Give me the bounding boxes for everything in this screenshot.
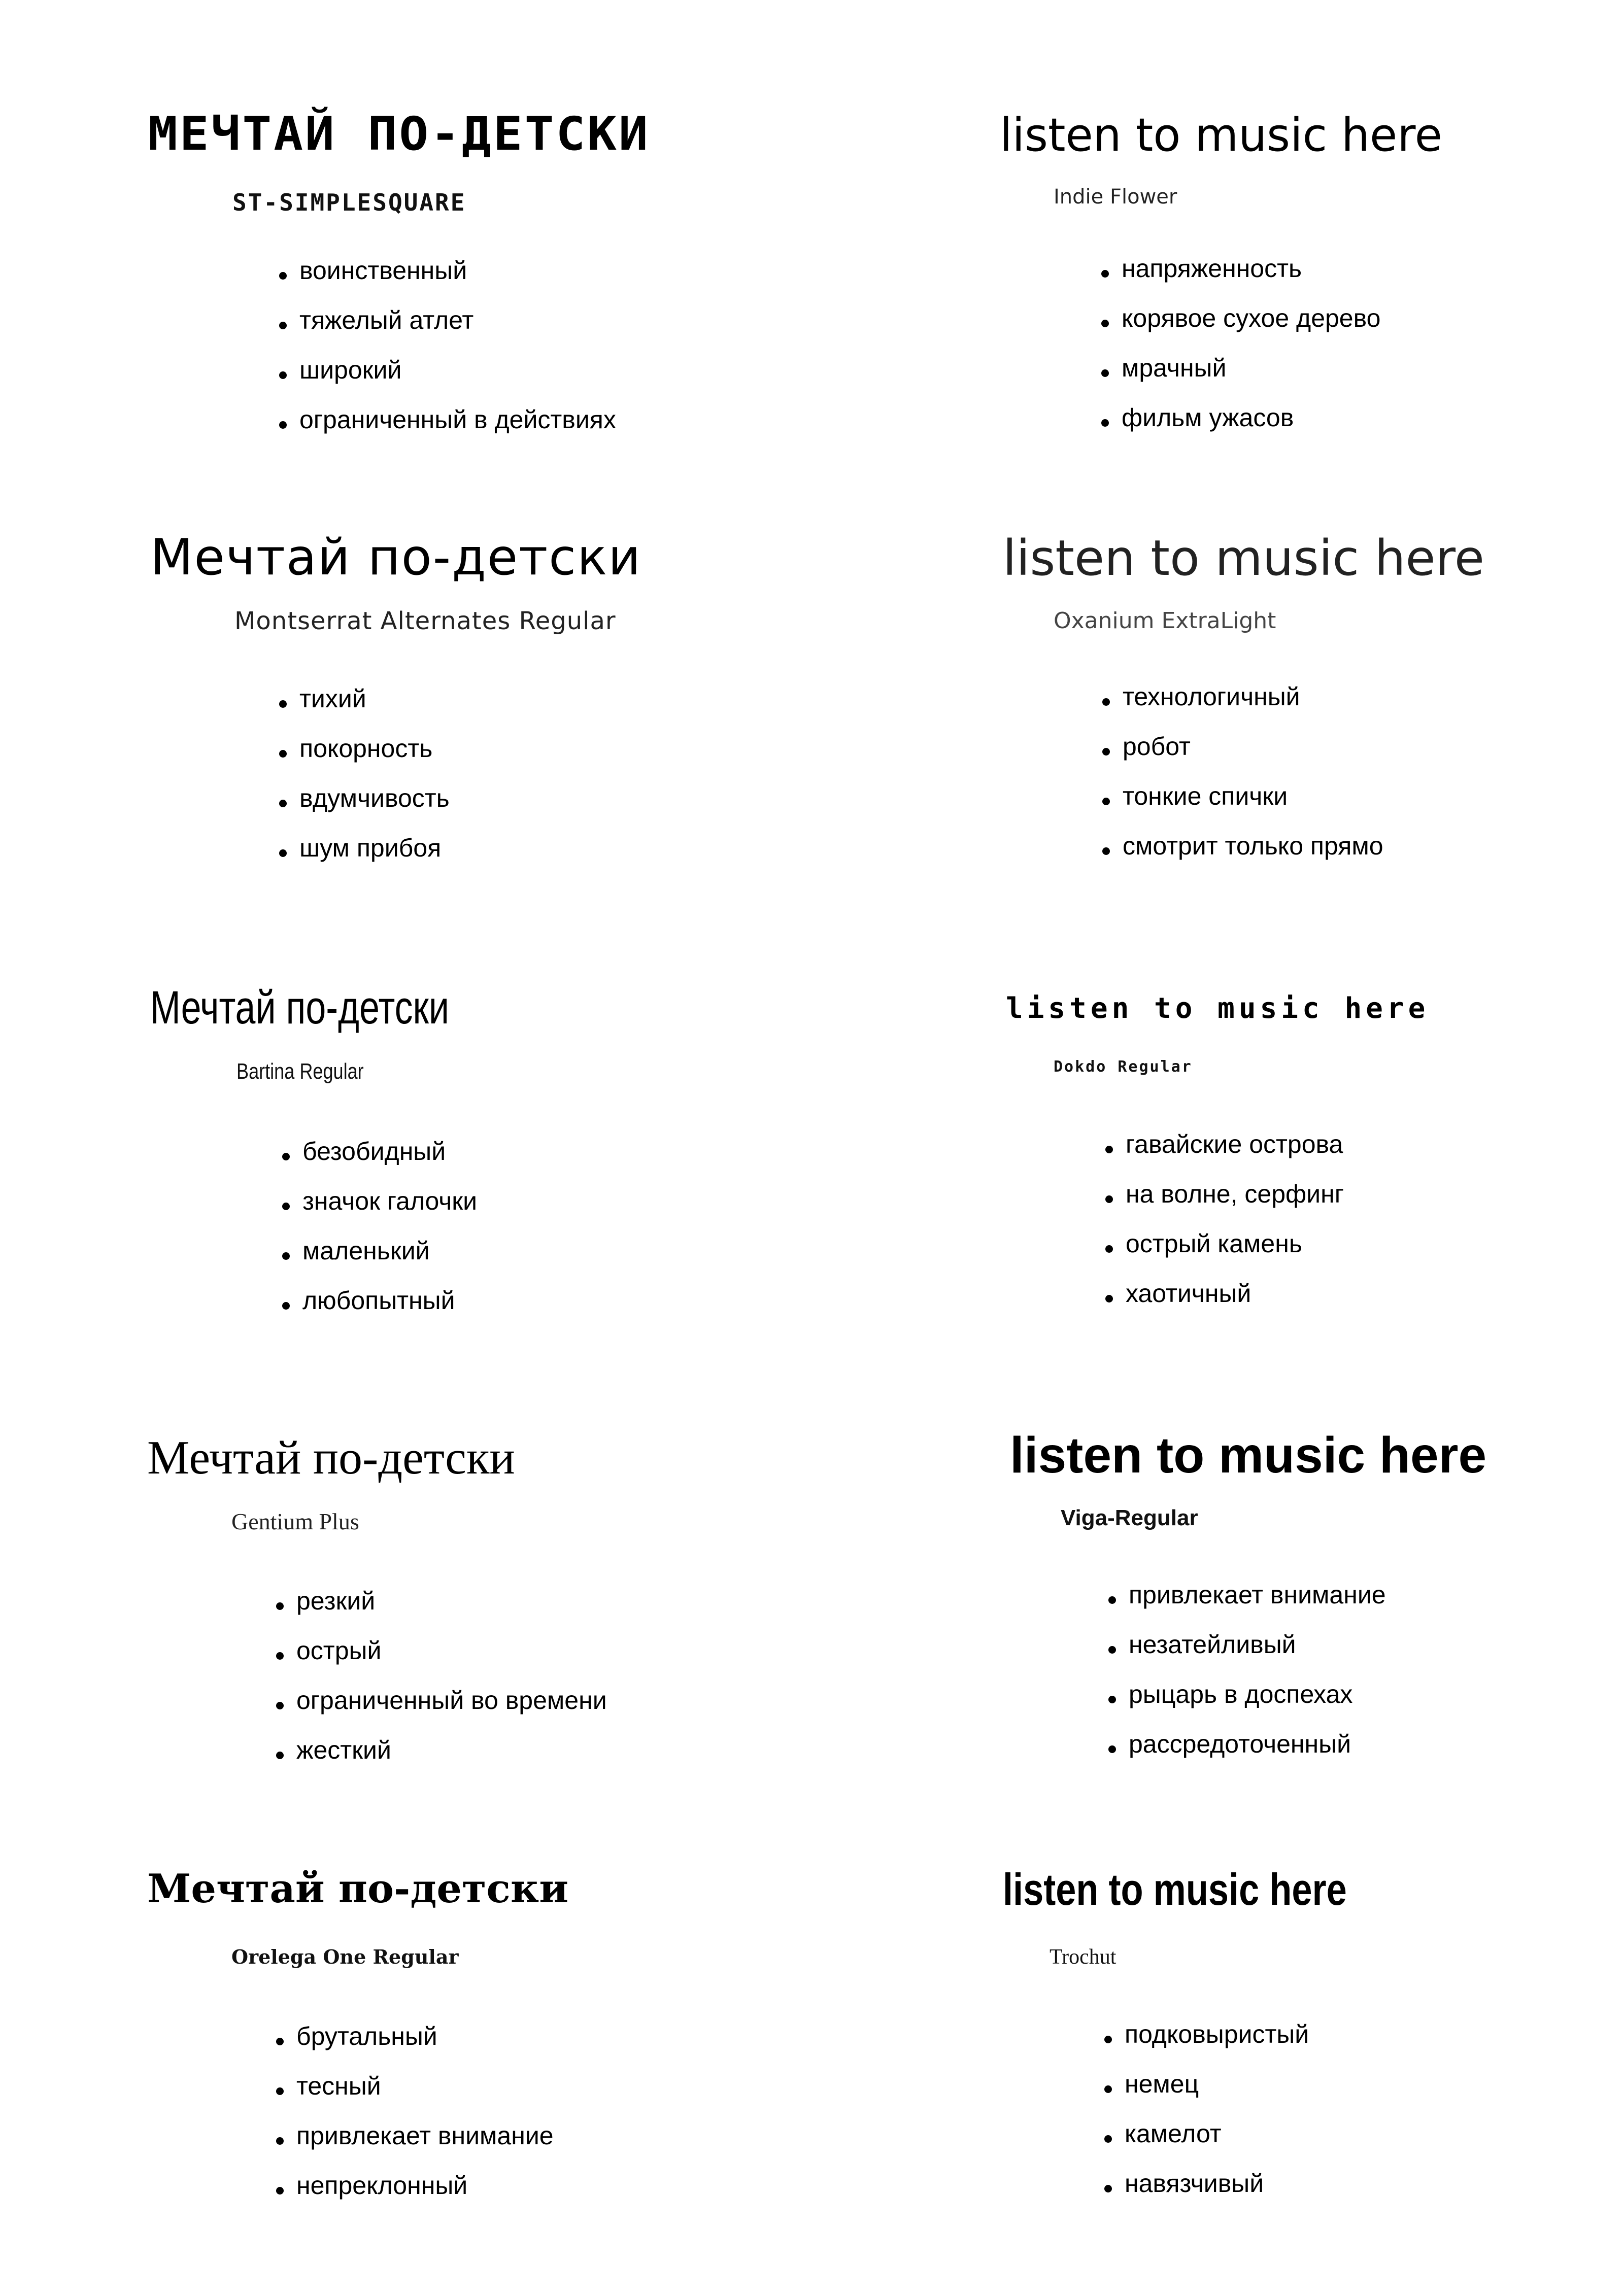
- bullet-icon: [276, 2187, 284, 2195]
- bullet-icon: [1104, 2085, 1112, 2093]
- bullet-icon: [276, 2038, 284, 2045]
- font-name: Montserrat Alternates Regular: [234, 607, 616, 635]
- bullet-icon: [279, 849, 287, 857]
- bullet-icon: [276, 2087, 284, 2095]
- font-name: Orelega One Regular: [231, 1945, 459, 1968]
- bullet-icon: [1101, 419, 1109, 427]
- bullet-icon: [282, 1153, 290, 1160]
- bullet-icon: [1108, 1745, 1116, 1753]
- bullet-icon: [1101, 369, 1109, 377]
- bullet-icon: [279, 700, 287, 708]
- bullet-icon: [279, 800, 287, 807]
- bullet-icon: [282, 1203, 290, 1210]
- bullet-icon: [276, 1652, 284, 1660]
- bullet-icon: [1105, 1195, 1113, 1203]
- bullet-icon: [1108, 1696, 1116, 1703]
- bullet-icon: [1105, 1245, 1113, 1253]
- bullet-icon: [1105, 1295, 1113, 1303]
- bullet-icon: [1104, 2036, 1112, 2043]
- specimen-title: МЕЧТАЙ ПО-ДЕТСКИ: [148, 107, 650, 161]
- bullet-icon: [1102, 798, 1110, 805]
- specimen-title: Мечтай по-детски: [147, 1866, 569, 1912]
- bullet-icon: [276, 2137, 284, 2145]
- bullet-icon: [279, 322, 287, 329]
- specimen-title: listen to music here: [1006, 992, 1430, 1025]
- bullet-icon: [282, 1302, 290, 1310]
- font-name: Dokdo Regular: [1054, 1058, 1193, 1076]
- specimen-title: Мечтай по-детски: [147, 1431, 515, 1484]
- bullet-icon: [1104, 2185, 1112, 2192]
- bullet-icon: [1101, 320, 1109, 327]
- bullet-icon: [1104, 2135, 1112, 2143]
- font-name: Gentium Plus: [231, 1509, 359, 1534]
- bullet-icon: [1108, 1646, 1116, 1654]
- specimen-title: Мечтай по-детски: [150, 982, 449, 1034]
- font-name: ST-SIMPLESQUARE: [232, 189, 466, 216]
- bullet-icon: [276, 1602, 284, 1610]
- bullet-icon: [1101, 270, 1109, 278]
- specimen-title: Мечтай по-детски: [150, 529, 642, 587]
- bullet-icon: [279, 371, 287, 379]
- bullet-icon: [1102, 698, 1110, 706]
- bullet-icon: [279, 750, 287, 758]
- bullet-icon: [1102, 748, 1110, 756]
- specimen-title: listen to music here: [1000, 109, 1442, 162]
- bullet-icon: [276, 1702, 284, 1709]
- bullet-icon: [279, 272, 287, 280]
- bullet-icon: [1108, 1596, 1116, 1604]
- font-name: Indie Flower: [1054, 185, 1177, 209]
- bullet-icon: [1105, 1146, 1113, 1153]
- font-name: Viga-Regular: [1061, 1505, 1198, 1530]
- specimen-title: listen to music here: [1003, 530, 1484, 587]
- bullet-icon: [279, 421, 287, 429]
- bullet-icon: [1102, 847, 1110, 855]
- font-name: Oxanium ExtraLight: [1054, 608, 1276, 634]
- specimen-title: listen to music here: [1003, 1864, 1347, 1914]
- bullet-icon: [276, 1752, 284, 1759]
- font-name: Trochut: [1050, 1945, 1116, 1969]
- bullet-icon: [282, 1252, 290, 1260]
- font-name: Bartina Regular: [236, 1059, 364, 1084]
- specimen-title: listen to music here: [1010, 1427, 1487, 1484]
